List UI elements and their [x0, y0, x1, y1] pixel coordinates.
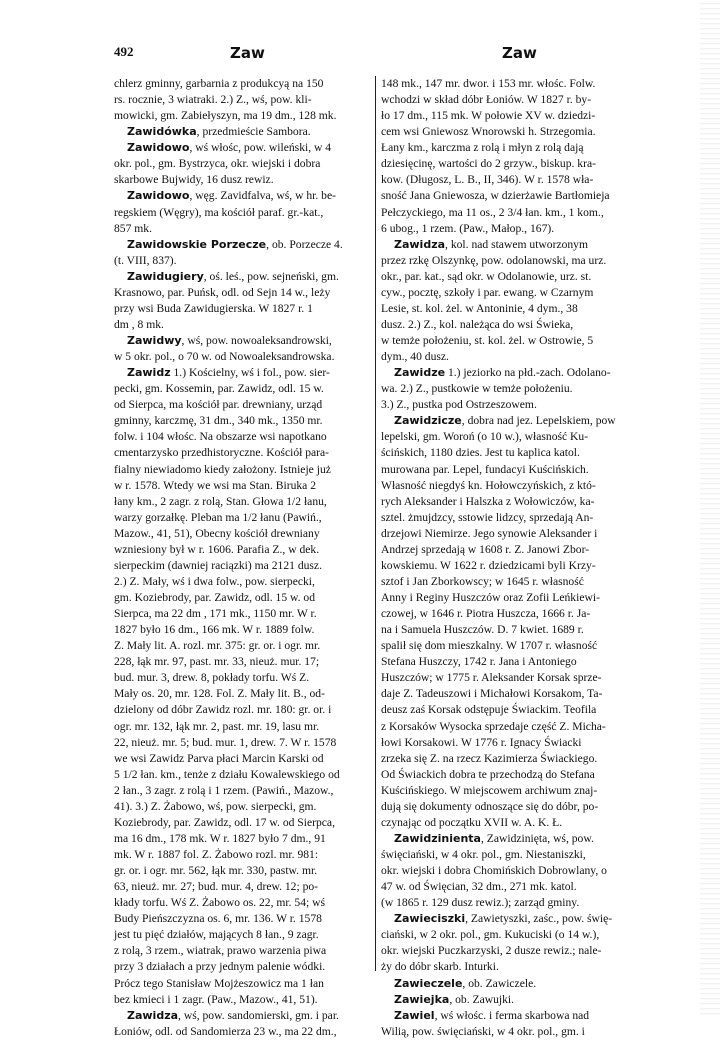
- text-line: [381, 719, 641, 735]
- line-text: 41). 3.) Z. Żabowo, wś, pow. sierpecki, gm.: [114, 799, 317, 813]
- line-text: spalił się dom mieszkalny. W 1707 r. własność: [381, 639, 598, 653]
- line-text: dym., 40 dusz.: [381, 350, 449, 364]
- text-line: [381, 767, 641, 783]
- text-line: [114, 172, 374, 188]
- line-text: drzejowi Niemirze. Jego synowie Aleksander i: [381, 526, 598, 540]
- line-text: gm. Koziebrody, par. Zawidz, odl. 15 w. od: [114, 591, 316, 604]
- text-line: [381, 478, 641, 494]
- text-line: [381, 783, 641, 799]
- text-line: [114, 574, 374, 590]
- text-line: [114, 526, 374, 542]
- text-line: [114, 397, 374, 413]
- text-line: [114, 670, 374, 686]
- line-text: , oś. leś., pow. sejneński, gm.: [203, 269, 339, 283]
- line-text: , wś, pow. nowoaleksandrowski,: [181, 334, 332, 347]
- line-text: lepelski, gm. Woroń (o 10 w.), własność Ku-: [381, 430, 589, 444]
- line-text: Huszczów; w 1775 r. Aleksander Korsak sprze-: [381, 671, 602, 685]
- line-text: ma 16 dm., 178 mk. W r. 1827 było 7 dm., 91: [114, 831, 326, 845]
- text-line: [381, 943, 641, 959]
- text-line: [381, 172, 641, 188]
- text-line: [114, 606, 374, 622]
- text-line: [114, 108, 374, 124]
- line-text: bud. mur. 3, drew. 8, pokłady torfu. Wś Z.: [114, 671, 310, 685]
- text-line: [114, 815, 374, 831]
- line-text: fialny niewiadomo kiedy założony. Istnieje już: [114, 462, 331, 476]
- text-line: [381, 108, 641, 124]
- line-text: , dobra nad jez. Lepelskiem, pow: [461, 414, 616, 428]
- line-text: 6 ubog., 1 rzem. (Paw., Małop., 167).: [381, 221, 555, 235]
- line-text: wchodzi w skład dóbr Łoniów. W 1827 r. by-: [381, 93, 592, 107]
- entry-headword: Zawiel: [394, 1008, 435, 1022]
- line-text: 63, nieuż. mr. 27; bud. mur. 4, drew. 12; po-: [114, 880, 319, 894]
- text-line: [381, 959, 641, 975]
- text-line: [381, 381, 641, 397]
- line-text: Z. Mały lit. A. rozl. mr. 375: gr. or. i ogr. mr.: [114, 639, 321, 653]
- text-line: [114, 911, 374, 927]
- entry-line: [381, 413, 641, 429]
- entry-line: [114, 237, 374, 253]
- entry-line: [381, 911, 641, 927]
- text-line: [114, 654, 374, 670]
- line-text: sność Jana Gniewosza, w dzierżawie Bartłomieja: [381, 189, 610, 203]
- line-text: Łany km., karczma z rolą i młyn z rolą dają: [381, 141, 584, 155]
- line-text: deusz zaś Korsak odstępuje Świackim. Teofila: [381, 703, 597, 717]
- entry-line: [114, 269, 374, 285]
- line-text: , węg. Zavidfalva, wś, w hr. be-: [189, 189, 336, 203]
- line-text: Mazow., 41, 51), Obecny kościół drewniany: [114, 526, 320, 540]
- entry-headword: Zawidowo: [127, 189, 190, 203]
- entry-headword: Zawiejka: [394, 992, 450, 1006]
- line-text: 22, nieuż. mr. 5; bud. mur. 1, drew. 7. W r. 1578: [114, 735, 337, 749]
- text-line: [114, 413, 374, 429]
- text-line: [381, 269, 641, 285]
- line-text: (w 1865 r. 129 dusz rewiz.); zarząd gminy.: [381, 896, 580, 910]
- entry-line: [381, 992, 641, 1008]
- line-text: 2.) Z. Mały, wś i dwa folw., pow. sierpecki,: [114, 574, 315, 588]
- line-text: 2 łan., 3 zagr. z rolą i 1 rzem. (Pawiń., Mazow.,: [114, 783, 334, 797]
- line-text: zrzeka się Z. na rzecz Kazimierza Świackiego.: [381, 751, 598, 765]
- text-line: [381, 333, 641, 349]
- text-line: [114, 927, 374, 943]
- text-line: [381, 799, 641, 815]
- line-text: święciański, w 4 okr. pol., gm. Niestaniszki,: [381, 848, 586, 861]
- line-text: warzy gorzałkę. Pleban ma 1/2 łanu (Pawiń.,: [114, 510, 322, 524]
- line-text: murowana par. Lepel, fundacyi Kuścińskich.: [381, 462, 589, 476]
- text-line: [381, 927, 641, 943]
- line-text: ścińskich, 1180 dzies. Jest tu kaplica katol.: [381, 446, 580, 460]
- line-text: dzielony od dóbr Zawidz rozl. mr. 180: gr. or. i: [114, 703, 332, 717]
- column-divider: [375, 76, 376, 971]
- text-line: [114, 221, 374, 237]
- text-line: [381, 349, 641, 365]
- line-text: , wś włośc. i ferma skarbowa nad: [434, 1008, 590, 1022]
- entry-line: [114, 1008, 374, 1024]
- entry-line: [114, 365, 374, 381]
- line-text: Pełczyckiego, ma 11 os., 2 3/4 łan. km., 1 kom.,: [381, 205, 604, 219]
- text-line: [381, 558, 641, 574]
- left-text-column: [114, 76, 374, 1038]
- line-text: łany km., 2 zagr. z rolą, Stan. Głowa 1/2 łanu,: [114, 494, 327, 508]
- line-text: wa. 2.) Z., pustkowie w temże położeniu.: [381, 382, 573, 396]
- text-line: [381, 879, 641, 895]
- entry-headword: Zawidowskie Porzecze: [127, 237, 267, 251]
- line-text: na i Samuela Huszczów. D. 7 kwiet. 1689 r.: [381, 623, 584, 637]
- line-text: 47 w. od Święcian, 32 dm., 271 mk. katol.: [381, 880, 577, 894]
- text-line: [114, 847, 374, 863]
- text-line: [381, 542, 641, 558]
- entry-headword: Zawidz: [127, 366, 171, 380]
- line-text: dm , 8 mk.: [114, 317, 164, 331]
- text-line: [114, 622, 374, 638]
- line-text: regskiem (Węgry), ma kościół paraf. gr.-kat.,: [114, 205, 324, 219]
- text-line: [381, 622, 641, 638]
- line-text: przy wsi Buda Zawidugierska. W 1827 r. 1: [114, 301, 313, 315]
- line-text: 1827 było 16 dm., 166 mk. W r. 1889 folw.: [114, 623, 315, 637]
- line-text: w r. 1578. Wtedy we wsi ma Stan. Biruka 2: [114, 478, 317, 492]
- line-text: Krasnowo, par. Puńsk, odl. od Sejn 14 w., leży: [114, 285, 331, 299]
- page-number: 492: [114, 44, 134, 59]
- line-text: 3.) Z., pustka pod Ostrzeszowem.: [381, 398, 537, 412]
- line-text: Andrzej sprzedają w 1608 r. Z. Janowi Zbor-: [381, 542, 590, 556]
- line-text: 1.) Kościelny, wś i fol., pow. sier-: [170, 366, 330, 380]
- text-line: [114, 719, 374, 735]
- entry-headword: Zawieczele: [394, 976, 463, 990]
- text-line: [114, 799, 374, 815]
- line-text: dują się dokumenty odnoszące się do dóbr, po-: [381, 799, 599, 813]
- text-line: [114, 959, 374, 975]
- text-line: [381, 815, 641, 831]
- text-line: [381, 301, 641, 317]
- text-line: [114, 478, 374, 494]
- text-line: [381, 188, 641, 204]
- text-line: [381, 895, 641, 911]
- line-text: kow. (Długosz, L. B., II, 346). W r. 1578 wła-: [381, 173, 594, 187]
- line-text: Od Świackich dobra te przechodzą do Stefana: [381, 767, 595, 781]
- text-line: [114, 879, 374, 895]
- line-text: , ob. Zawiczele.: [462, 976, 537, 990]
- line-text: jest tu pięć działów, mających 8 łan., 9 zagr.: [114, 928, 319, 942]
- text-line: [381, 654, 641, 670]
- text-line: [114, 1024, 374, 1040]
- line-text: , ob. Porzecze 4.: [266, 237, 343, 251]
- line-text: , przedmieście Sambora.: [196, 125, 311, 139]
- text-line: [381, 590, 641, 606]
- line-text: , ob. Zawujki.: [449, 992, 515, 1006]
- text-line: [114, 943, 374, 959]
- line-text: Wilią, pow. święciański, w 4 okr. pol., gm. i: [381, 1024, 585, 1038]
- text-line: [114, 285, 374, 301]
- header-title-left: Zaw: [230, 44, 265, 62]
- line-text: , wś włośc, pow. wileński, w 4: [189, 141, 332, 155]
- entry-line: [381, 365, 641, 381]
- text-line: [381, 429, 641, 445]
- entry-line: [381, 831, 641, 847]
- text-line: [114, 558, 374, 574]
- text-line: [114, 76, 374, 92]
- line-text: , Zawietyszki, zaśc., pow. świę-: [465, 912, 613, 926]
- text-line: [114, 156, 374, 172]
- line-text: przez rzkę Olszynkę, pow. odolanowski, ma urz.: [381, 253, 607, 267]
- text-line: [114, 686, 374, 702]
- text-line: [114, 317, 374, 333]
- text-line: [381, 494, 641, 510]
- text-line: [381, 76, 641, 92]
- line-text: rs. rocznie, 3 wiatraki. 2.) Z., wś, pow. kli-: [114, 93, 312, 107]
- line-text: z Korsaków Wysocka sprzedaje część Z. Micha-: [381, 719, 606, 733]
- entry-line: [114, 333, 374, 349]
- text-line: [114, 349, 374, 365]
- line-text: (t. VIII, 837).: [114, 253, 177, 267]
- text-line: [381, 92, 641, 108]
- text-line: [381, 445, 641, 461]
- line-text: okr. wiejski Puczkarzyski, 2 dusze rewiz.; nale-: [381, 944, 602, 958]
- entry-headword: Zawieciszki: [394, 912, 466, 926]
- text-line: [381, 735, 641, 751]
- text-line: [381, 526, 641, 542]
- line-text: Kuścińskiego. W miejscowem archiwum znaj-: [381, 783, 598, 797]
- line-text: Lesie, st. kol. żel. w Antoninie, 4 dym., 38: [381, 301, 578, 315]
- text-line: [114, 590, 374, 606]
- text-line: [114, 735, 374, 751]
- line-text: kłady torfu. Wś Z. Żabowo os. 22, mr. 54; wś: [114, 896, 326, 910]
- text-line: [114, 783, 374, 799]
- header-title-right: Zaw: [502, 44, 537, 62]
- text-line: [381, 863, 641, 879]
- text-line: [114, 751, 374, 767]
- line-text: okr. pol., gm. Bystrzyca, okr. wiejski i dobra: [114, 157, 321, 171]
- text-line: [381, 702, 641, 718]
- text-line: [114, 494, 374, 510]
- text-line: [114, 638, 374, 654]
- line-text: sztof i Jan Zborkowscy; w 1645 r. własność: [381, 574, 584, 588]
- entry-line: [381, 1008, 641, 1024]
- line-text: 5 1/2 łan. km., tenże z działu Kowalewskiego od: [114, 767, 340, 781]
- text-line: [114, 831, 374, 847]
- line-text: we wsi Zawidz Parva płaci Marcin Karski od: [114, 751, 324, 765]
- line-text: Koziebrody, par. Zawidz, odl. 17 w. od Sierpca,: [114, 815, 335, 829]
- entry-headword: Zawidzicze: [394, 414, 462, 428]
- line-text: czowej, w 1646 r. Piotra Huszcza, 1666 r. Ja-: [381, 607, 591, 621]
- line-text: ło 17 dm., 115 mk. W połowie XV w. dziedzi-: [381, 109, 596, 123]
- line-text: , Zawidzinięta, wś, pow.: [480, 831, 594, 845]
- line-text: ży do dóbr skarb. Inturki.: [381, 960, 499, 974]
- line-text: Sierpca, ma 22 dm , 171 mk., 1150 mr. W r.: [114, 607, 317, 621]
- line-text: z rolą, 3 rzem., wiatrak, prawo warzenia piwa: [114, 944, 327, 958]
- text-line: [381, 1024, 641, 1040]
- line-text: cmentarzysko przedhistoryczne. Kościół para-: [114, 446, 330, 460]
- line-text: mk. W r. 1887 fol. Z. Żabowo rozl. mr. 981:: [114, 848, 319, 861]
- line-text: w temże położeniu, st. kol. żel. w Ostrowie, 5: [381, 334, 594, 347]
- text-line: [381, 638, 641, 654]
- text-line: [114, 863, 374, 879]
- line-text: rych Aleksander i Halszka z Wołowiczów, ka-: [381, 494, 595, 508]
- line-text: 1.) jeziorko na płd.-zach. Odolano-: [445, 366, 611, 380]
- entry-headword: Zawidwy: [127, 334, 182, 347]
- line-text: Własność niegdyś kn. Hołowczyńskich, z któ-: [381, 478, 596, 492]
- line-text: chlerz gminny, garbarnia z produkcyą na 150: [114, 77, 324, 90]
- line-text: łowi Korsakowi. W 1776 r. Ignacy Świacki: [381, 735, 582, 749]
- text-line: [381, 397, 641, 413]
- text-line: [114, 992, 374, 1008]
- running-header: [0, 44, 720, 64]
- text-line: [381, 156, 641, 172]
- line-text: Stefana Huszczy, 1742 r. Jana i Antoniego: [381, 655, 577, 669]
- text-line: [114, 702, 374, 718]
- line-text: Anny i Reginy Huszczów oraz Zofii Leńkiewi-: [381, 591, 600, 604]
- text-line: [114, 429, 374, 445]
- line-text: bez kmieci i 1 zagr. (Paw., Mazow., 41, 51).: [114, 992, 318, 1006]
- entry-headword: Zawidza: [394, 237, 446, 251]
- line-text: mowicki, gm. Zabiełyszyn, ma 19 dm., 128 mk.: [114, 109, 337, 123]
- text-line: [114, 542, 374, 558]
- entry-headword: Zawidze: [394, 366, 446, 380]
- line-text: 148 mk., 147 mr. dwor. i 153 mr. włośc. Folw.: [381, 77, 596, 90]
- line-text: , wś, pow. sandomierski, gm. i par.: [178, 1008, 339, 1022]
- line-text: dusz. 2.) Z., kol. należąca do wsi Świeka,: [381, 317, 574, 331]
- text-line: [114, 92, 374, 108]
- entry-headword: Zawidówka: [127, 125, 197, 139]
- text-line: [381, 205, 641, 221]
- line-text: 857 mk.: [114, 221, 153, 235]
- line-text: Mały os. 20, mr. 128. Fol. Z. Mały lit. B., od-: [114, 687, 325, 701]
- text-line: [114, 462, 374, 478]
- line-text: wzniesiony był w r. 1606. Parafia Z., w dek.: [114, 542, 320, 556]
- text-line: [114, 381, 374, 397]
- line-text: , kol. nad stawem utworzonym: [445, 237, 588, 251]
- line-text: folw. i 104 włośc. Na obszarze wsi napotkano: [114, 430, 327, 444]
- line-text: Prócz tego Stanisław Mojżeszowicz ma 1 łan: [114, 976, 324, 990]
- entry-line: [114, 140, 374, 156]
- text-line: [114, 445, 374, 461]
- text-line: [114, 895, 374, 911]
- entry-line: [381, 237, 641, 253]
- line-text: ogr. mr. 132, łąk mr. 2, past. mr. 19, lasu mr.: [114, 719, 320, 733]
- text-line: [381, 140, 641, 156]
- text-line: [114, 205, 374, 221]
- line-text: kowskiemu. W 1622 r. dziedzicami byli Krzy-: [381, 558, 596, 572]
- entry-headword: Zawidza: [127, 1008, 179, 1022]
- text-line: [381, 221, 641, 237]
- right-text-column: [381, 76, 641, 1038]
- line-text: daje Z. Tadeuszowi i Michałowi Korsakom, Ta-: [381, 687, 603, 701]
- line-text: 228, łąk mr. 97, past. mr. 33, nieuż. mur. 17;: [114, 655, 320, 669]
- line-text: skarbowe Bujwidy, 16 dusz rewiz.: [114, 173, 274, 187]
- line-text: gminny, karczmę, 31 dm., 340 mk., 1350 mr.: [114, 414, 323, 428]
- line-text: przy 3 działach a przy jednym palenie wódki.: [114, 960, 326, 974]
- entry-headword: Zawidzinienta: [394, 831, 481, 845]
- line-text: cem wsi Gniewosz Wnorowski h. Strzegomia.: [381, 125, 596, 139]
- line-text: sierpeckim (dawniej raciązki) ma 2121 dusz.: [114, 558, 322, 572]
- text-line: [114, 767, 374, 783]
- text-line: [114, 301, 374, 317]
- text-line: [381, 462, 641, 478]
- text-line: [381, 847, 641, 863]
- text-line: [381, 670, 641, 686]
- line-text: w 5 okr. pol., o 70 w. od Nowoaleksandrowska.: [114, 350, 335, 364]
- text-line: [381, 574, 641, 590]
- line-text: sztel. żmujdzcy, sstowie lidzcy, sprzedają An-: [381, 510, 594, 524]
- text-line: [381, 253, 641, 269]
- text-line: [381, 751, 641, 767]
- line-text: gr. or. i ogr. mr. 562, łąk mr. 330, pastw. mr.: [114, 864, 318, 878]
- entry-line: [114, 124, 374, 140]
- entry-line: [381, 976, 641, 992]
- entry-headword: Zawidowo: [127, 141, 190, 155]
- line-text: od Sierpca, ma kościół par. drewniany, urząd: [114, 398, 323, 412]
- line-text: cyw., pocztę, szkoły i par. ewang. w Czarnym: [381, 285, 594, 299]
- text-line: [381, 510, 641, 526]
- scan-edge: [700, 0, 720, 1016]
- text-line: [381, 124, 641, 140]
- text-line: [114, 510, 374, 526]
- line-text: Łoniów, odl. od Sandomierza 23 w., ma 22 dm.,: [114, 1024, 337, 1038]
- line-text: Budy Pieńszczyzna os. 6, mr. 136. W r. 1578: [114, 912, 322, 926]
- text-line: [381, 285, 641, 301]
- line-text: okr. wiejski i dobra Chomińskich Dobrowlany, o: [381, 864, 607, 878]
- entry-headword: Zawidugiery: [127, 269, 204, 283]
- text-line: [381, 317, 641, 333]
- line-text: ciański, w 2 okr. pol., gm. Kukuciski (o 14 w.),: [381, 928, 600, 942]
- line-text: pecki, gm. Kossemin, par. Zawidz, odl. 15 w.: [114, 382, 324, 396]
- line-text: dziesięcinę, wartości do 2 grzyw., biskup. kra-: [381, 157, 596, 171]
- text-line: [381, 606, 641, 622]
- entry-line: [114, 188, 374, 204]
- line-text: czynając od początku XVII w. A. K. Ł.: [381, 815, 563, 829]
- text-line: [381, 686, 641, 702]
- text-line: [114, 976, 374, 992]
- text-line: [114, 253, 374, 269]
- line-text: okr., par. kat., sąd okr. w Odolanowie, urz. st.: [381, 269, 592, 283]
